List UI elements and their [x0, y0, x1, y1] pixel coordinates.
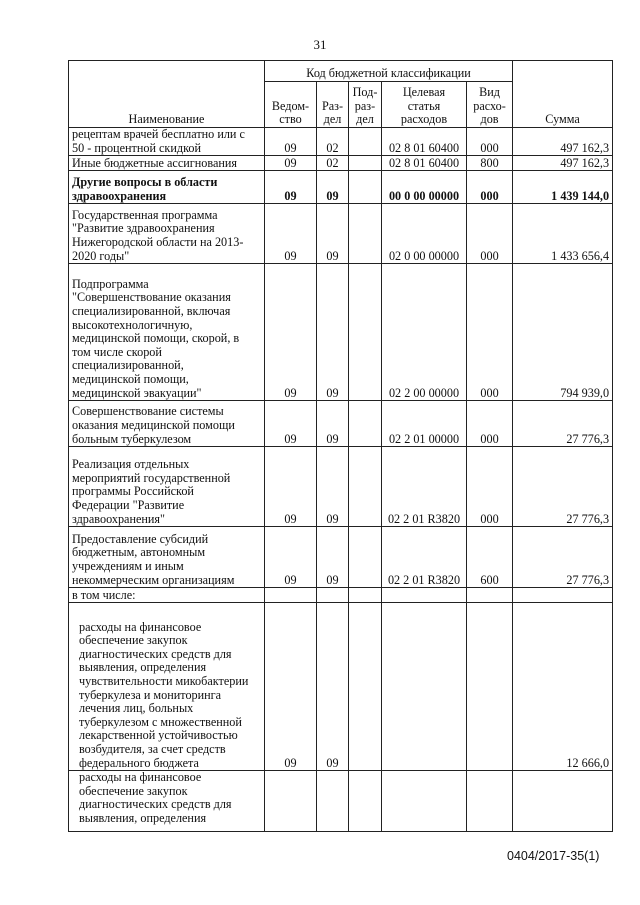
row-target-article: 02 0 00 00000: [382, 204, 467, 264]
table-row: [69, 171, 613, 204]
table-row: [69, 204, 613, 264]
table-row: [69, 603, 613, 771]
row-target-article: [382, 771, 467, 832]
table-row: [69, 527, 613, 588]
row-sum: 27 776,3: [513, 401, 613, 447]
row-podrazdel: [349, 128, 382, 156]
header-expense-type: Вид расхо- дов: [467, 82, 513, 128]
row-razdel: 09: [317, 527, 349, 588]
row-target-article: 02 2 00 00000: [382, 264, 467, 401]
row-vedomstvo: 09: [265, 204, 317, 264]
row-razdel: [317, 771, 349, 832]
row-vedomstvo: [265, 588, 317, 603]
row-razdel: 02: [317, 156, 349, 171]
row-sum: 27 776,3: [513, 447, 613, 527]
header-razdel: Раз- дел: [317, 82, 349, 128]
row-expense-type: 600: [467, 527, 513, 588]
row-expense-type: 800: [467, 156, 513, 171]
row-expense-type: 000: [467, 128, 513, 156]
row-expense-type: 000: [467, 447, 513, 527]
row-podrazdel: [349, 588, 382, 603]
header-podrazdel: Под- раз- дел: [349, 82, 382, 128]
row-sum: 497 162,3: [513, 156, 613, 171]
row-razdel: [317, 588, 349, 603]
row-sum: 1 439 144,0: [513, 171, 613, 204]
row-razdel: 09: [317, 204, 349, 264]
row-name: Подпрограмма "Совершенствование оказания специализированной, включая высокотехнологичную, медицинской помощи, скорой, в том числе скорой специализированной, медицинской помощи, медицинской эвакуации": [69, 264, 265, 401]
page-number: 31: [313, 37, 327, 52]
row-expense-type: 000: [467, 264, 513, 401]
row-vedomstvo: 09: [265, 156, 317, 171]
row-target-article: 02 2 01 00000: [382, 401, 467, 447]
row-podrazdel: [349, 204, 382, 264]
row-sum: 12 666,0: [513, 603, 613, 771]
row-razdel: 09: [317, 264, 349, 401]
row-name: Совершенствование системы оказания медицинской помощи больным туберкулезом: [69, 401, 265, 447]
table-row: [69, 447, 613, 527]
row-podrazdel: [349, 447, 382, 527]
header-code-group: Код бюджетной классификации: [265, 61, 513, 82]
header-name: Наименование: [69, 61, 265, 128]
row-vedomstvo: 09: [265, 401, 317, 447]
row-name: Другие вопросы в области здравоохранения: [69, 171, 265, 204]
row-target-article: [382, 588, 467, 603]
row-target-article: [382, 603, 467, 771]
row-podrazdel: [349, 401, 382, 447]
table-row: [69, 771, 613, 832]
row-expense-type: 000: [467, 171, 513, 204]
row-expense-type: [467, 603, 513, 771]
row-podrazdel: [349, 771, 382, 832]
row-sum: [513, 588, 613, 603]
row-podrazdel: [349, 527, 382, 588]
row-name: Предоставление субсидий бюджетным, автономным учреждениям и иным некоммерческим организациям: [69, 527, 265, 588]
row-target-article: 00 0 00 00000: [382, 171, 467, 204]
row-podrazdel: [349, 264, 382, 401]
row-name: Государственная программа "Развитие здравоохранения Нижегородской области на 2013- 2020 годы": [69, 204, 265, 264]
row-target-article: 02 2 01 R3820: [382, 447, 467, 527]
row-expense-type: [467, 588, 513, 603]
row-razdel: 09: [317, 603, 349, 771]
table-row: [69, 401, 613, 447]
row-target-article: 02 8 01 60400: [382, 156, 467, 171]
row-name: в том числе:: [69, 588, 265, 603]
row-razdel: 02: [317, 128, 349, 156]
row-expense-type: 000: [467, 204, 513, 264]
row-vedomstvo: 09: [265, 264, 317, 401]
row-razdel: 09: [317, 171, 349, 204]
header-vedomstvo: Ведом- ство: [265, 82, 317, 128]
row-vedomstvo: 09: [265, 128, 317, 156]
row-podrazdel: [349, 156, 382, 171]
row-sum: 794 939,0: [513, 264, 613, 401]
row-target-article: 02 2 01 R3820: [382, 527, 467, 588]
document-code: 0404/2017-35(1): [507, 849, 600, 863]
row-expense-type: [467, 771, 513, 832]
row-podrazdel: [349, 603, 382, 771]
table-row: [69, 128, 613, 156]
row-name: рецептам врачей бесплатно или с 50 - процентной скидкой: [69, 128, 265, 156]
row-target-article: 02 8 01 60400: [382, 128, 467, 156]
row-vedomstvo: 09: [265, 447, 317, 527]
row-vedomstvo: 09: [265, 171, 317, 204]
row-vedomstvo: 09: [265, 527, 317, 588]
row-sum: 497 162,3: [513, 128, 613, 156]
row-vedomstvo: [265, 771, 317, 832]
header-target-article: Целевая статья расходов: [382, 82, 467, 128]
row-podrazdel: [349, 171, 382, 204]
row-razdel: 09: [317, 401, 349, 447]
row-name: расходы на финансовое обеспечение закупок диагностических средств для выявления, определения: [69, 771, 265, 832]
row-sum: 27 776,3: [513, 527, 613, 588]
row-name: Иные бюджетные ассигнования: [69, 156, 265, 171]
table-row: [69, 588, 613, 603]
row-name: Реализация отдельных мероприятий государственной программы Российской Федерации "Развитие здравоохранения": [69, 447, 265, 527]
row-vedomstvo: 09: [265, 603, 317, 771]
row-razdel: 09: [317, 447, 349, 527]
row-name: расходы на финансовое обеспечение закупок диагностических средств для выявления, определения чувствительности микобактерии туберкулеза и мониторинга лечения лиц, больных туберкулезом с множественной лекарственной устойчивостью возбудителя, за счет средств федерального бюджета: [69, 603, 265, 771]
row-expense-type: 000: [467, 401, 513, 447]
table-row: [69, 264, 613, 401]
budget-table: [68, 60, 613, 832]
header-sum: Сумма: [513, 61, 613, 128]
table-row: [69, 156, 613, 171]
row-sum: [513, 771, 613, 832]
row-sum: 1 433 656,4: [513, 204, 613, 264]
